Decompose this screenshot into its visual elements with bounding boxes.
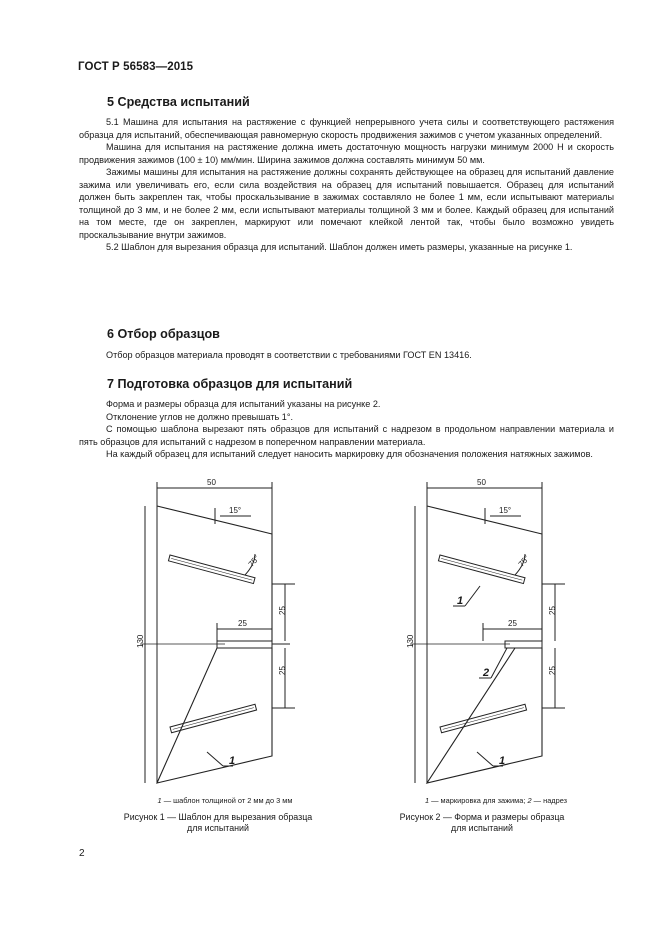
dim-angle-top-label: 15° (229, 506, 242, 515)
caption-line-1: Рисунок 1 — Шаблон для вырезания образца (123, 812, 313, 822)
section-5 (79, 94, 614, 254)
dim-width-label: 50 (477, 478, 486, 487)
figure-1-drawing (125, 478, 315, 788)
paragraph: Форма и размеры образца для испытаний указаны на рисунке 2. (106, 399, 381, 409)
paragraph: Машина для испытания на растяжение должна иметь достаточную мощность нагрузки минимум 2000 Н и скорость продвижения зажимов (100 ± 10) мм/мин. Ширина зажимов должна составлять минимум 50 мм. (79, 142, 614, 165)
callout-1-bottom: 1 (499, 755, 506, 767)
callout-1: 1 (229, 755, 236, 767)
legend-text: — шаблон толщиной от 2 мм до 3 мм (161, 796, 293, 805)
callout-2: 2 (483, 667, 490, 679)
figure-1-caption (88, 812, 348, 834)
document-header: ГОСТ Р 56583—2015 (78, 61, 194, 73)
legend-number: 1 (157, 796, 162, 805)
section-title: 7 Подготовка образцов для испытаний (107, 377, 353, 391)
legend-number-1: 1 (424, 796, 430, 805)
section-title: 5 Средства испытаний (107, 95, 250, 109)
dim-angle-slot-label: 75° (246, 553, 262, 569)
paragraph: 5.1 Машина для испытания на растяжение с функцией непрерывного учета силы и соответствующего растяжения образца для испытаний, обеспечивающая равномерную скорость продвижения зажимов с учетом указанных определений. (79, 117, 614, 140)
dim-width-label: 50 (207, 478, 216, 487)
dim-angle-slot-label: 75° (516, 553, 532, 569)
caption-line-2: для испытаний (451, 823, 513, 833)
caption-line-1: Рисунок 2 — Форма и размеры образца (399, 812, 565, 822)
dim-slot-len-label: 25 (508, 619, 517, 628)
section-6 (79, 326, 614, 362)
specimen-outline (427, 506, 542, 783)
section-7 (79, 376, 614, 461)
figure-2-caption (352, 812, 612, 834)
paragraph: Отбор образцов материала проводят в соответствии с требованиями ГОСТ EN 13416. (106, 350, 472, 360)
dim-half-top-label: 25 (278, 606, 287, 615)
dim-angle-top-label: 15° (499, 506, 512, 515)
page-number: 2 (79, 848, 85, 859)
dim-slot-len-label: 25 (238, 619, 247, 628)
figure-1-legend (95, 796, 355, 805)
paragraph: С помощью шаблона вырезают пять образцов для испытаний с надрезом в продольном направлении материала и пять образцов для испытаний с надрезом в поперечном направлении материала. (79, 424, 614, 447)
template-outline (157, 506, 272, 783)
paragraph: 5.2 Шаблон для вырезания образца для испытаний. Шаблон должен иметь размеры, указанные на рисунке 1. (106, 242, 573, 252)
caption-line-2: для испытаний (187, 823, 249, 833)
dim-half-bottom-label: 25 (278, 666, 287, 675)
dim-half-top-label: 25 (548, 606, 557, 615)
slot-notch (217, 641, 272, 648)
dim-height-label: 130 (136, 634, 145, 648)
callout-1-top: 1 (457, 595, 464, 607)
figure-2-legend (366, 796, 626, 805)
legend-text-2: — надрез (531, 796, 568, 805)
paragraph: Отклонение углов не должно превышать 1°. (106, 411, 294, 422)
dim-height-label: 130 (406, 634, 415, 648)
legend-number-2: 2 (527, 796, 532, 805)
figure-2-drawing (395, 478, 585, 788)
section-title: 6 Отбор образцов (107, 327, 220, 341)
legend-text-1: — маркировка для зажима; (429, 796, 528, 805)
dim-half-bottom-label: 25 (548, 666, 557, 675)
notch-cut (505, 641, 542, 648)
paragraph: На каждый образец для испытаний следует наносить маркировку для обозначения положения натяжных зажимов. (106, 449, 593, 459)
paragraph: Зажимы машины для испытания на растяжение должны сохранять действующее на образец для испытаний давление зажима или увеличивать его, если сила воздействия на образец для испытаний повышается. Образец для испытаний должен быть закреплен так, чтобы проскальзывание в зажимах составляло не более 1 мм, если испытывают материалы толщиной до 3 мм, и не более 2 мм, если испытывают материалы толщиной 3 мм и более. Каждый образец для испытаний на том месте, где он закреплен, маркируют или помечают клейкой лентой так, чтобы было возможно увидеть проскальзывание внутри зажимов. (79, 167, 614, 240)
